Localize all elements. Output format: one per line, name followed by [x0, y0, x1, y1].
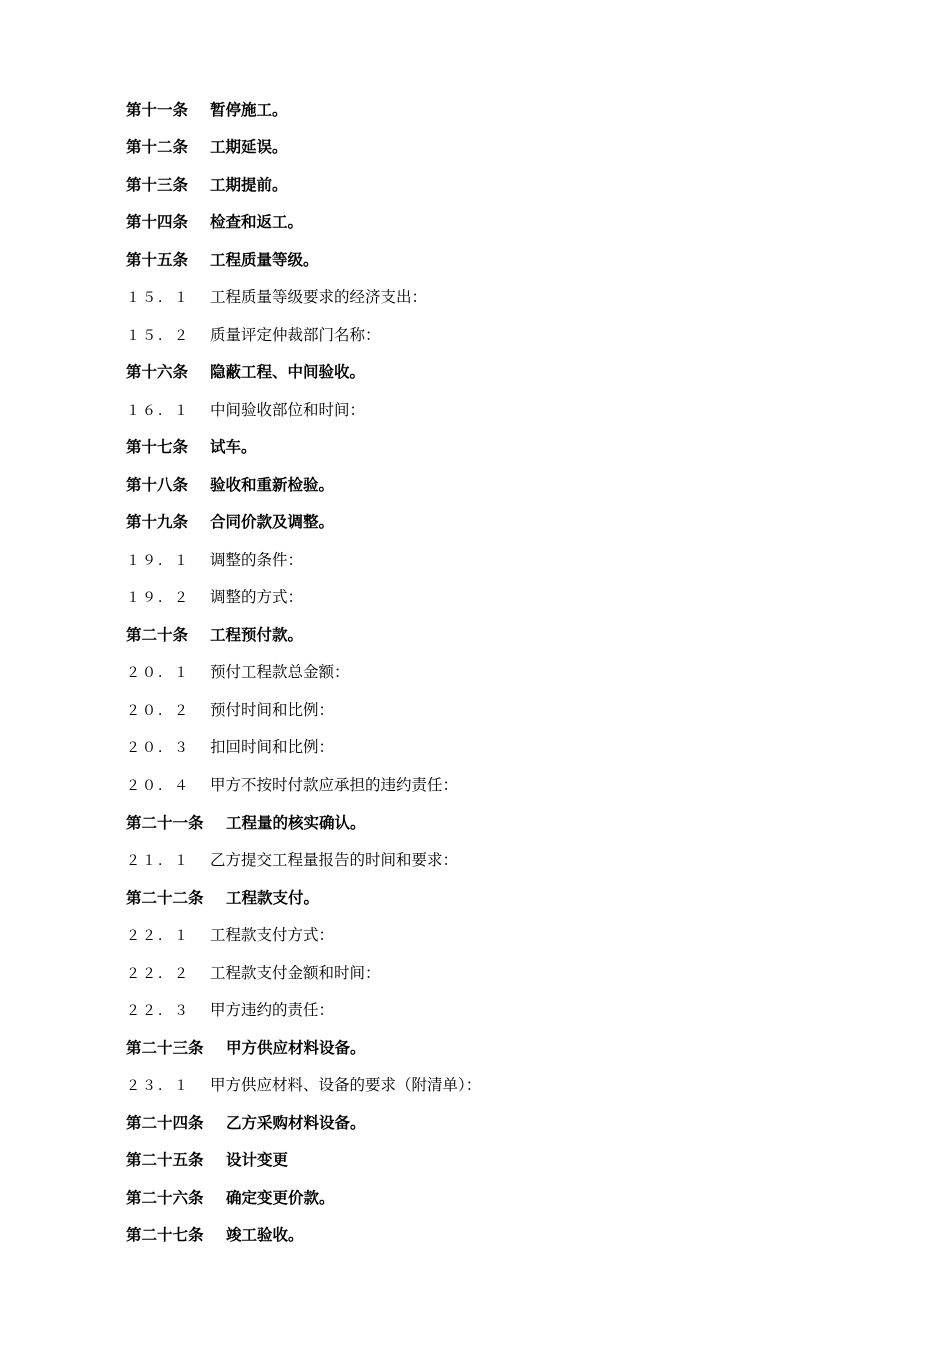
clause-23-1	[126, 1073, 481, 1097]
article-title: 工程款支付。	[226, 889, 320, 907]
article-title: 工程质量等级。	[210, 251, 319, 269]
article-title: 甲方供应材料设备。	[226, 1039, 366, 1057]
clause-text: 工程款支付金额和时间：	[210, 964, 381, 982]
article-17	[126, 435, 257, 459]
article-19	[126, 510, 334, 534]
article-21	[126, 811, 366, 835]
article-title: 隐蔽工程、中间验收。	[210, 363, 366, 381]
clause-number: ２３．１	[126, 1078, 190, 1094]
article-15	[126, 248, 319, 272]
article-number: 第二十五条	[126, 1151, 204, 1169]
clause-number: １６．１	[126, 403, 190, 419]
article-number: 第二十三条	[126, 1039, 204, 1057]
clause-text: 甲方违约的责任：	[210, 1001, 335, 1019]
clause-20-3	[126, 735, 334, 759]
clause-20-1	[126, 660, 350, 684]
article-24	[126, 1111, 366, 1135]
clause-text: 中间验收部位和时间：	[210, 401, 366, 419]
article-title: 工期延误。	[210, 138, 288, 156]
article-title: 验收和重新检验。	[210, 476, 335, 494]
article-number: 第二十一条	[126, 814, 204, 832]
clause-text: 甲方不按时付款应承担的违约责任：	[210, 776, 459, 794]
clause-number: １５．１	[126, 290, 190, 306]
article-27	[126, 1223, 304, 1247]
clause-text: 调整的条件：	[210, 551, 304, 569]
clause-text: 乙方提交工程量报告的时间和要求：	[210, 851, 459, 869]
article-22	[126, 886, 319, 910]
article-20	[126, 623, 303, 647]
article-title: 确定变更价款。	[226, 1189, 335, 1207]
clause-text: 质量评定仲裁部门名称：	[210, 326, 381, 344]
article-26	[126, 1186, 335, 1210]
article-title: 合同价款及调整。	[210, 513, 335, 531]
clause-text: 预付时间和比例：	[210, 701, 335, 719]
article-12	[126, 135, 288, 159]
article-title: 乙方采购材料设备。	[226, 1114, 366, 1132]
clause-text: 调整的方式：	[210, 588, 304, 606]
article-number: 第十一条	[126, 101, 189, 119]
article-14	[126, 210, 303, 234]
clause-number: ２２．３	[126, 1003, 190, 1019]
article-18	[126, 473, 334, 497]
clause-19-1	[126, 548, 303, 572]
article-title: 工程预付款。	[210, 626, 304, 644]
clause-text: 预付工程款总金额：	[210, 663, 350, 681]
clause-15-2	[126, 323, 381, 347]
article-11	[126, 98, 288, 122]
article-title: 工程量的核实确认。	[226, 814, 366, 832]
clause-number: ２０．１	[126, 665, 190, 681]
clause-number: ２１．１	[126, 853, 190, 869]
clause-number: ２２．２	[126, 966, 190, 982]
clause-number: １５．２	[126, 328, 190, 344]
article-number: 第十八条	[126, 476, 189, 494]
article-number: 第二十二条	[126, 889, 204, 907]
article-25	[126, 1148, 288, 1172]
article-13	[126, 173, 288, 197]
article-title: 竣工验收。	[226, 1226, 304, 1244]
clause-text: 扣回时间和比例：	[210, 738, 335, 756]
clause-19-2	[126, 585, 303, 609]
article-title: 设计变更	[226, 1151, 289, 1169]
article-number: 第二十条	[126, 626, 189, 644]
clause-22-3	[126, 998, 334, 1022]
article-title: 暂停施工。	[210, 101, 288, 119]
article-number: 第二十四条	[126, 1114, 204, 1132]
clause-20-2	[126, 698, 334, 722]
article-number: 第十五条	[126, 251, 189, 269]
article-number: 第十七条	[126, 438, 189, 456]
article-number: 第二十六条	[126, 1189, 204, 1207]
clause-15-1	[126, 285, 427, 309]
clause-text: 甲方供应材料、设备的要求（附清单）：	[210, 1076, 482, 1094]
clause-text: 工程质量等级要求的经济支出：	[210, 288, 428, 306]
article-number: 第十九条	[126, 513, 189, 531]
article-title: 检查和返工。	[210, 213, 304, 231]
article-title: 工期提前。	[210, 176, 288, 194]
clause-number: ２０．４	[126, 778, 190, 794]
clause-number: ２２．１	[126, 928, 190, 944]
clause-number: ２０．３	[126, 740, 190, 756]
article-number: 第十六条	[126, 363, 189, 381]
article-number: 第十二条	[126, 138, 189, 156]
clause-22-2	[126, 961, 381, 985]
clause-20-4	[126, 773, 458, 797]
clause-22-1	[126, 923, 334, 947]
clause-number: ２０．２	[126, 703, 190, 719]
clause-number: １９．１	[126, 553, 190, 569]
article-number: 第十三条	[126, 176, 189, 194]
article-23	[126, 1036, 366, 1060]
clause-16-1	[126, 398, 365, 422]
article-number: 第十四条	[126, 213, 189, 231]
clause-number: １９．２	[126, 590, 190, 606]
clause-21-1	[126, 848, 458, 872]
article-title: 试车。	[210, 438, 257, 456]
clause-text: 工程款支付方式：	[210, 926, 335, 944]
article-number: 第二十七条	[126, 1226, 204, 1244]
article-16	[126, 360, 365, 384]
